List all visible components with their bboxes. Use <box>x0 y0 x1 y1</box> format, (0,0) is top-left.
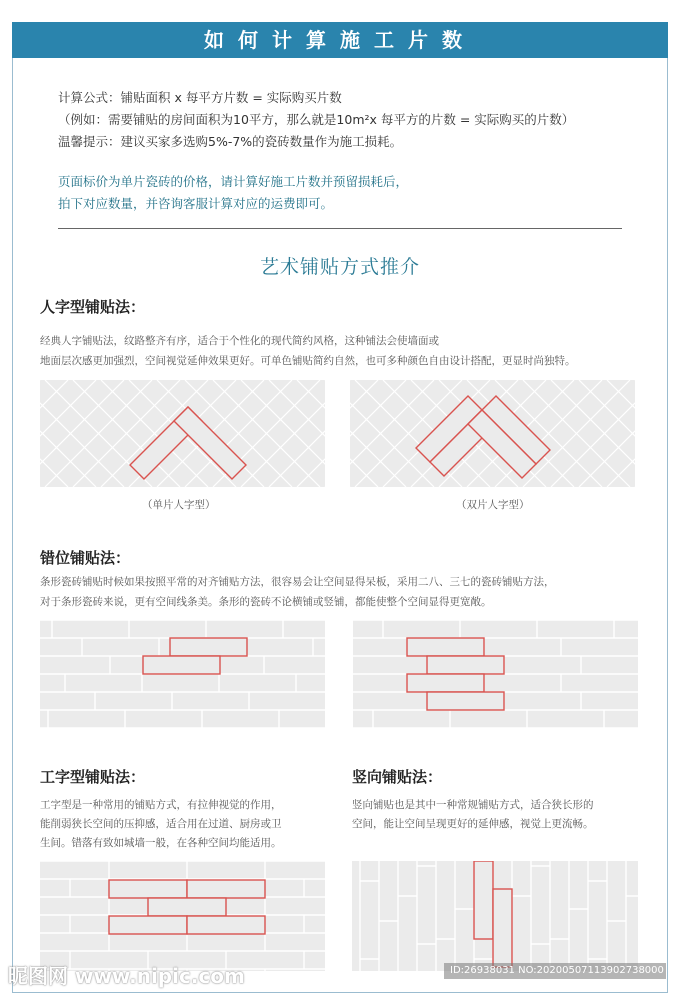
staggered-diagram-left <box>40 620 325 728</box>
watermark-id: ID:26938031 NO:20200507113902738000 <box>444 963 666 979</box>
grout-line <box>579 380 635 487</box>
highlight-tile <box>427 656 504 674</box>
grout-line <box>40 380 68 487</box>
grout-line <box>40 380 96 487</box>
caption-double: （双片人字型） <box>456 499 530 511</box>
grout-line <box>40 380 96 487</box>
grout-line <box>269 380 325 487</box>
staggered-desc-2: 对于条形瓷砖来说，更有空间线条美。条形的瓷砖不论横铺或竖铺，都能使整个空间显得更宽敞。 <box>40 596 492 608</box>
grout-line <box>350 380 378 487</box>
watermark-logo: 昵图网 www.nipic.com <box>8 964 245 988</box>
grout-line <box>269 380 325 487</box>
double-herringbone-diagram <box>350 380 635 487</box>
staggered-diagram-right <box>353 620 638 728</box>
highlight-tile <box>187 880 265 898</box>
section-title: 艺术铺贴方式推介 <box>259 256 420 278</box>
highlight-tile <box>427 692 504 710</box>
itype-diagram <box>40 861 325 971</box>
vertical-title: 竖向铺贴法： <box>352 768 443 786</box>
grout-line <box>350 380 406 487</box>
itype-desc-3: 生间。错落有致如城墙一般，在各种空间均能适用。 <box>40 837 282 849</box>
grout-line <box>350 380 406 487</box>
herringbone-title: 人字型铺贴法： <box>40 298 146 316</box>
grout-line <box>579 380 635 487</box>
highlight-tile <box>109 916 187 934</box>
staggered-desc-1: 条形瓷砖铺贴时候如果按照平常的对齐铺贴方法，很容易会让空间显得呆板，采用二八、三七的瓷砖铺贴方法， <box>40 576 555 588</box>
highlight-tile <box>493 889 512 967</box>
highlight-tile <box>474 861 493 939</box>
highlight-tile-right <box>174 407 246 479</box>
itype-title: 工字型铺贴法： <box>40 768 146 786</box>
highlight-tile <box>170 638 247 656</box>
vertical-desc-1: 竖向铺贴也是其中一种常规铺贴方式，适合狭长形的 <box>352 799 594 811</box>
highlight-tile <box>407 674 484 692</box>
highlight-tile <box>187 916 265 934</box>
grout-line <box>607 380 635 487</box>
staggered-title: 错位铺贴法： <box>40 549 131 567</box>
highlight-tile <box>109 880 187 898</box>
highlight-tile <box>148 898 226 916</box>
grout-line <box>350 380 378 487</box>
single-herringbone-diagram <box>40 380 325 487</box>
itype-desc-1: 工字型是一种常用的铺贴方式，有拉伸视觉的作用， <box>40 799 282 811</box>
itype-desc-2: 能削弱狭长空间的压抑感，适合用在过道、厨房或卫 <box>40 818 282 830</box>
grout-line <box>297 380 325 487</box>
caption-single: （单片人字型） <box>142 499 216 511</box>
highlight-tile <box>143 656 220 674</box>
grout-line <box>607 380 635 487</box>
highlight-tile <box>407 638 484 656</box>
grout-line <box>40 380 68 487</box>
vertical-diagram <box>352 861 638 971</box>
formula-tip: 温馨提示：建议买家多选购5%-7%的瓷砖数量作为施工损耗。 <box>58 134 403 149</box>
formula-example: （例如：需要铺贴的房间面积为10平方，那么就是10m²x 每平方的片数 = 实际购买的片数） <box>58 112 575 127</box>
notice-line-2: 拍下对应数量，并咨询客服计算对应的运费即可。 <box>58 196 334 211</box>
page-title: 如何计算施工片数 <box>12 22 668 58</box>
herringbone-desc-1: 经典人字铺贴法，纹路整齐有序，适合于个性化的现代简约风格，这种铺法会使墙面或 <box>40 335 439 347</box>
vertical-desc-2: 空间，能让空间呈现更好的延伸感，视觉上更流畅。 <box>352 818 594 830</box>
formula-line: 计算公式：铺贴面积 x 每平方片数 = 实际购买片数 <box>58 90 342 105</box>
grout-line <box>297 380 325 487</box>
divider <box>58 228 622 229</box>
herringbone-desc-2: 地面层次感更加强烈，空间视觉延伸效果更好。可单色铺贴简约自然，也可多种颜色自由设计搭配，更显时尚独特。 <box>40 355 576 367</box>
notice-line-1: 页面标价为单片瓷砖的价格，请计算好施工片数并预留损耗后， <box>58 174 409 189</box>
